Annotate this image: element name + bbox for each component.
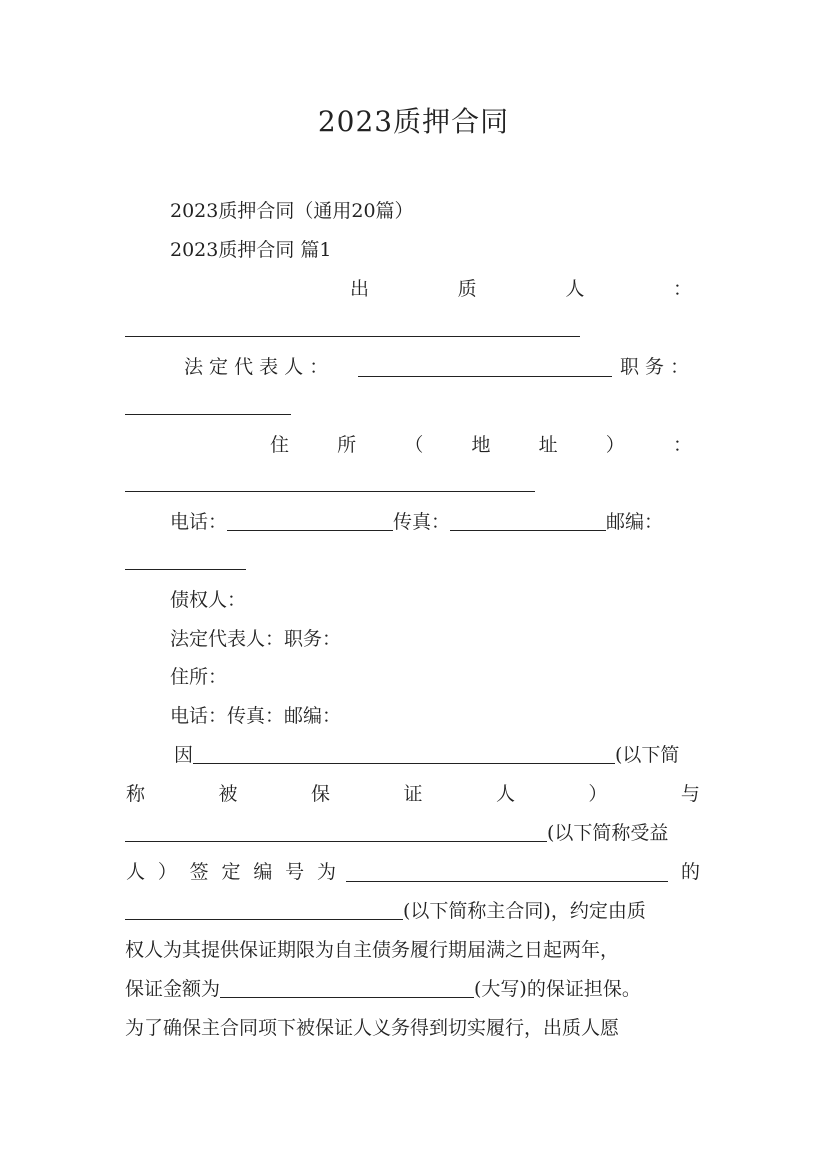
para-char: 被 <box>218 783 238 805</box>
para-char: 号 <box>285 861 305 883</box>
address-char: 住 <box>270 434 290 456</box>
para-char: 证 <box>403 783 423 805</box>
para-text: (大写)的保证担保。 <box>474 978 641 1000</box>
para-char: 与 <box>680 783 700 805</box>
para-text: (以下简 <box>615 744 680 766</box>
para-line-4-chars <box>126 858 336 886</box>
tel-label: 电话： <box>170 511 228 533</box>
para-line-6: 权人为其提供保证期限为自主债务履行期届满之日起两年， <box>125 939 620 961</box>
pledgor-label-row <box>350 275 692 303</box>
fax-label: 传真： <box>393 511 451 533</box>
creditor-rep-duty: 法定代表人：职务： <box>170 628 342 650</box>
address-char: 址 <box>538 434 558 456</box>
pledgor-char: ： <box>672 278 692 300</box>
document-title: 2023质押合同 <box>317 105 510 138</box>
para-char: 人 <box>126 861 146 883</box>
para-line-3 <box>125 819 668 847</box>
pledgor-name-blank <box>125 336 580 337</box>
para-text: 因 <box>174 744 194 766</box>
pledgor-duty-label: 职 务 ： <box>620 356 690 378</box>
address-char: 地 <box>471 434 491 456</box>
para-line-1 <box>174 741 679 769</box>
creditor-contact: 电话：传真：邮编： <box>170 705 342 727</box>
para-char: 人 <box>495 783 515 805</box>
beneficiary-blank <box>125 821 547 842</box>
address-char: ： <box>672 434 692 456</box>
pledgor-contact-row <box>170 508 663 536</box>
para-char: ） <box>588 783 608 805</box>
address-char: （ <box>404 434 424 456</box>
creditor-address: 住所： <box>170 666 228 688</box>
para-line-4-end: 的 <box>681 861 701 883</box>
contract-number-blank <box>346 881 668 882</box>
para-char: 签 <box>189 861 209 883</box>
pledgor-address-label-row <box>270 431 692 459</box>
pledgor-char: 出 <box>350 278 370 300</box>
guarantee-amount-blank <box>220 977 474 998</box>
main-contract-blank <box>125 899 403 920</box>
pledgor-address-blank <box>125 491 535 492</box>
creditor-label: 债权人： <box>170 589 247 611</box>
zip-blank <box>125 569 246 570</box>
para-line-8: 为了确保主合同项下被保证人义务得到切实履行，出质人愿 <box>125 1017 620 1039</box>
pledgor-char: 质 <box>457 278 477 300</box>
pledgor-duty-blank <box>125 414 291 415</box>
para-char: ） <box>157 861 177 883</box>
toc-line: 2023质押合同（通用20篇） <box>170 200 414 222</box>
guarantee-subject-blank <box>193 743 615 764</box>
para-char: 保 <box>310 783 330 805</box>
fax-blank <box>450 510 606 531</box>
para-line-2 <box>126 780 700 808</box>
tel-blank <box>227 510 393 531</box>
address-char: 所 <box>337 434 357 456</box>
para-text: 保证金额为 <box>125 978 221 1000</box>
pledgor-rep-blank <box>358 376 612 377</box>
zip-label: 邮编： <box>606 511 664 533</box>
para-char: 定 <box>221 861 241 883</box>
pledgor-char: 人 <box>565 278 585 300</box>
para-line-7 <box>125 975 641 1003</box>
para-char: 编 <box>253 861 273 883</box>
pledgor-rep-label: 法 定 代 表 人 ： <box>184 356 329 378</box>
address-char: ） <box>605 434 625 456</box>
para-text: (以下简称受益 <box>547 822 669 844</box>
para-line-5 <box>125 897 646 925</box>
chapter-line: 2023质押合同 篇1 <box>170 239 332 261</box>
para-text: (以下简称主合同)，约定由质 <box>403 900 646 922</box>
para-char: 为 <box>316 861 336 883</box>
para-char: 称 <box>126 783 146 805</box>
